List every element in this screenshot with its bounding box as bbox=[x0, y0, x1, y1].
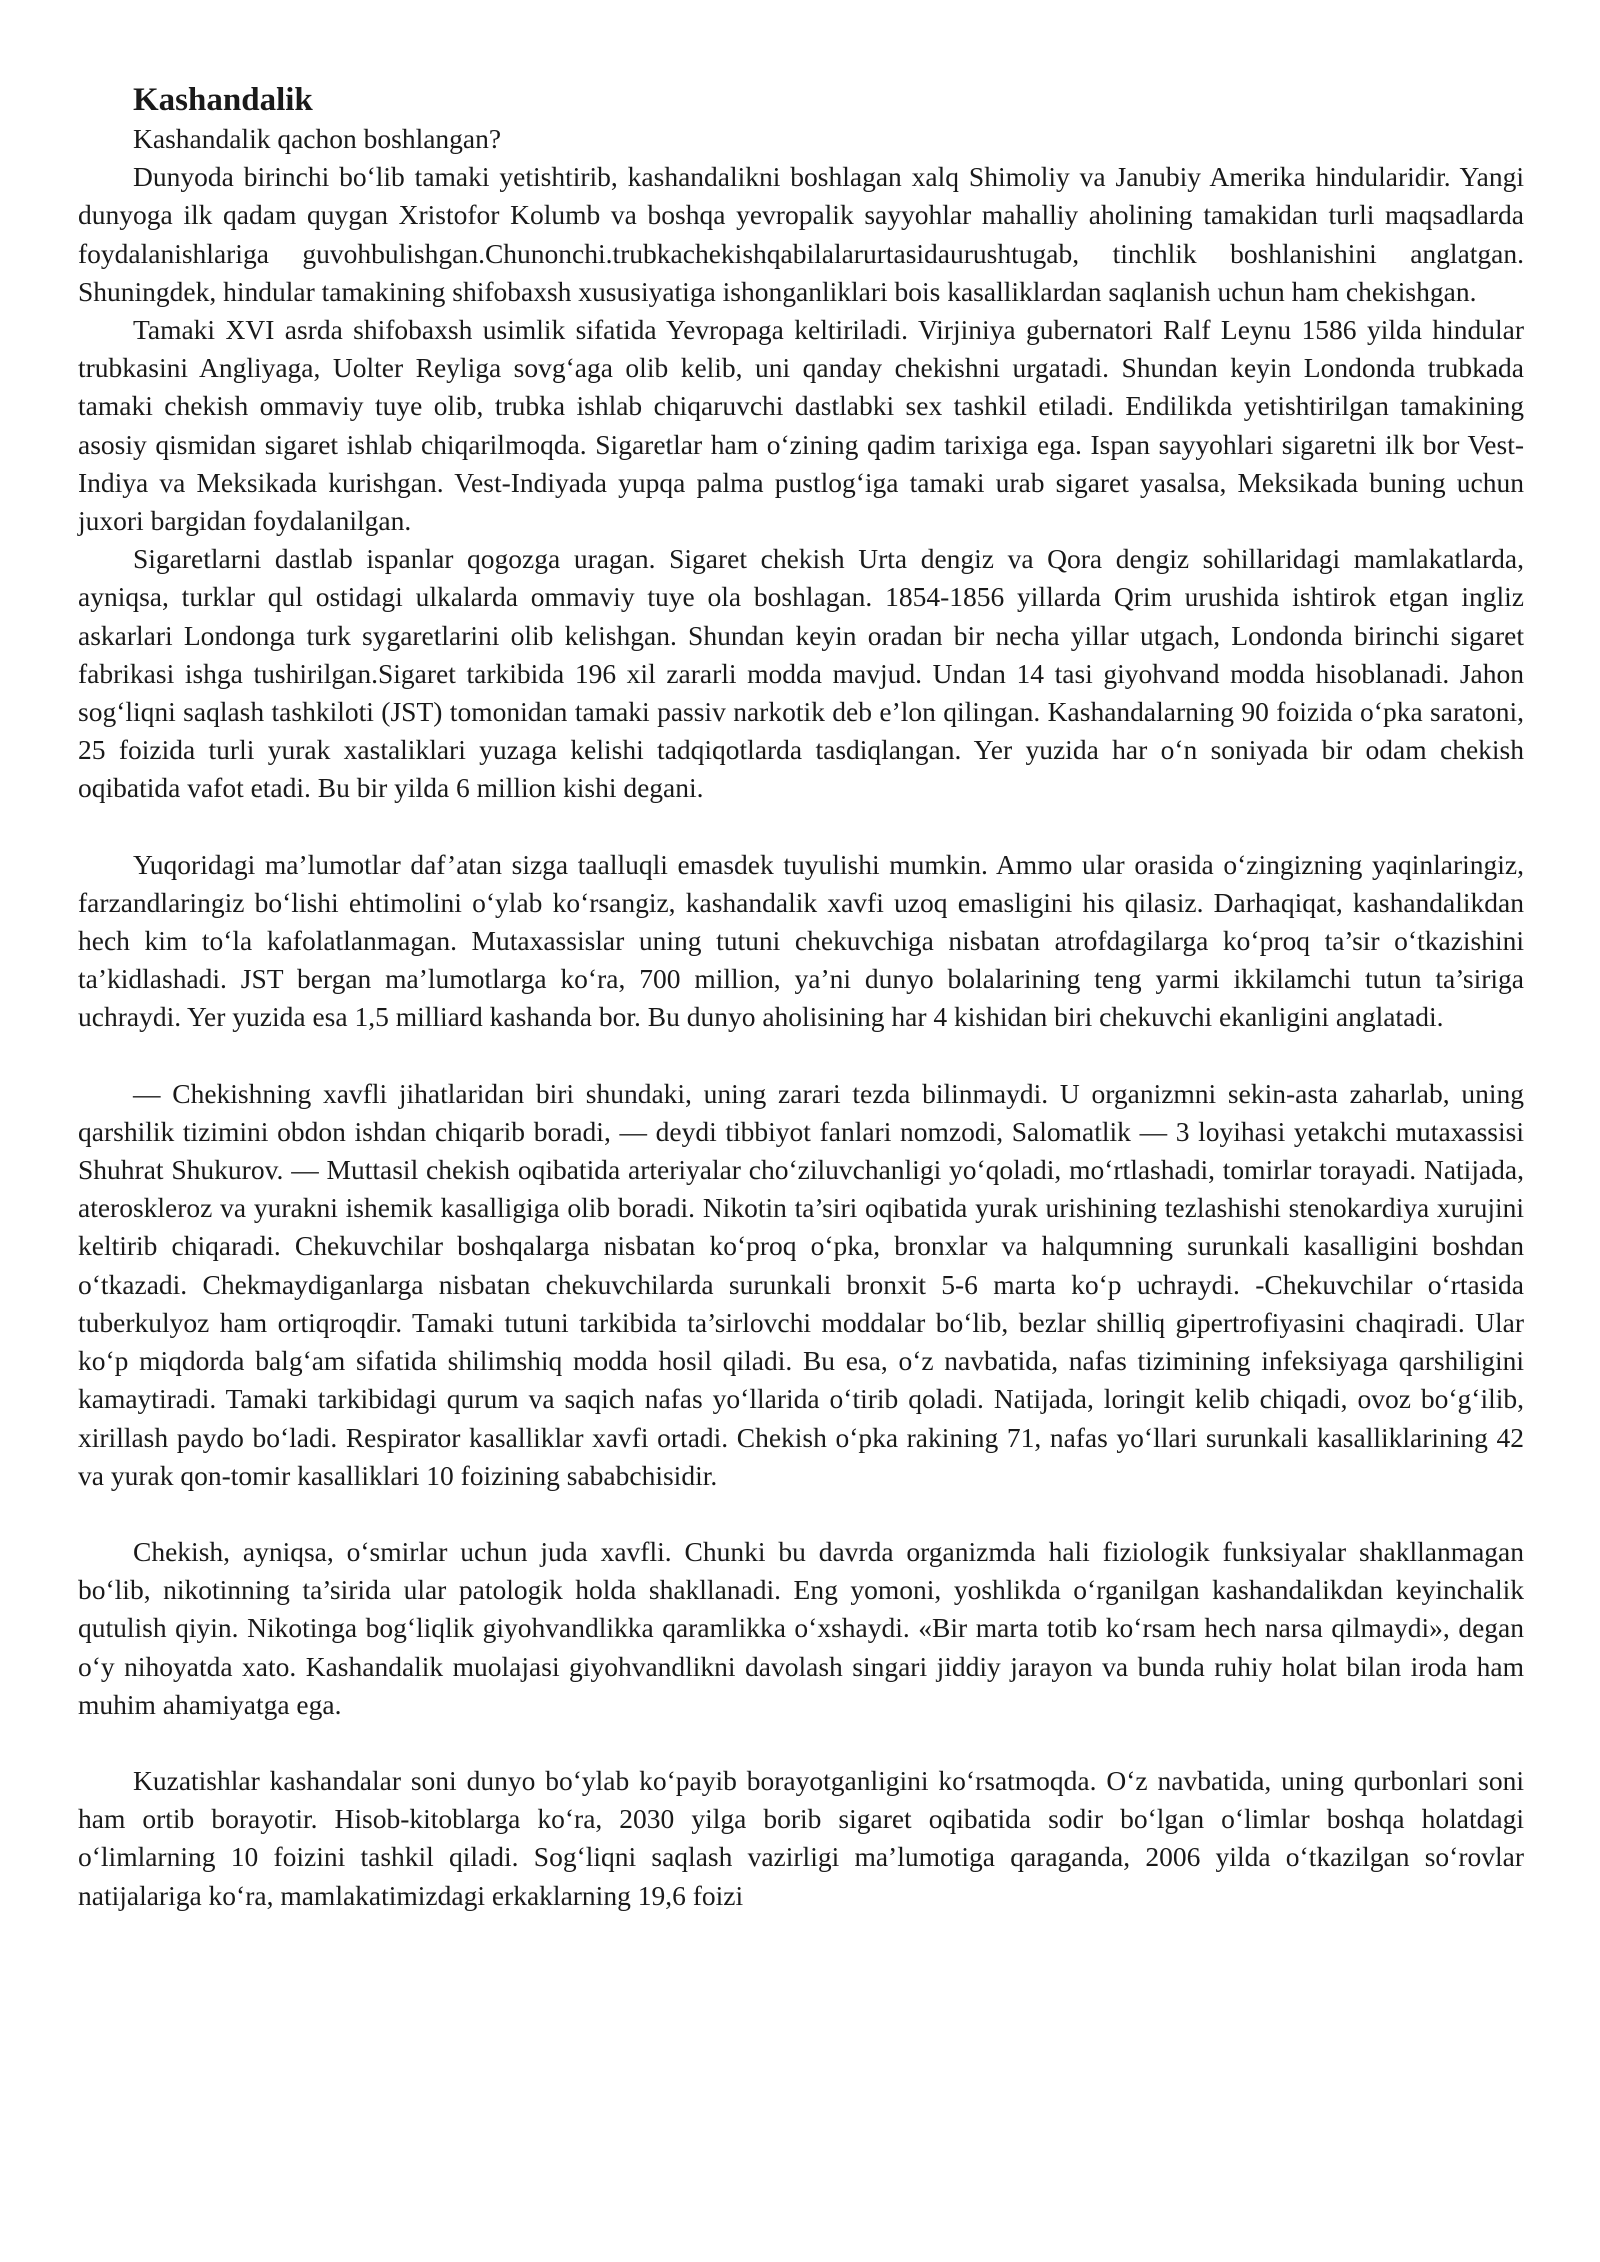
paragraph-expert-quote: — Chekishning xavfli jihatlaridan biri shundaki, uning zarari tezda bilinmaydi. U organizmni sekin-asta zaharlab, uning qarshilik tizimini obdon ishdan chiqarib boradi, — deydi tibbiyot fanlari nomzodi, Salomatlik — 3 loyihasi yetakchi mutaxassisi Shuhrat Shukurov. — Muttasil chekish oqibatida arteriyalar cho‘ziluvchanligi yo‘qoladi, mo‘rtlashadi, tomirlar torayadi. Natijada, ateroskleroz va yurakni ishemik kasalligiga olib boradi. Nikotin ta’siri oqibatida yurak urishining tezlashishi stenokardiya xurujini keltirib chiqaradi. Chekuvchilar boshqalarga nisbatan ko‘proq o‘pka, bronxlar va halqumning surunkali kasalligini boshdan o‘tkazadi. Chekmaydiganlarga nisbatan chekuvchilarda surunkali bronxit 5-6 marta ko‘p uchraydi. -Chekuvchilar o‘rtasida tuberkulyoz ham ortiqroqdir. Tamaki tutuni tarkibida ta’sirlovchi moddalar bo‘lib, bezlar shilliq gipertrofiyasini chaqiradi. Ular ko‘p miqdorda balg‘am sifatida shilimshiq modda hosil qiladi. Bu esa, o‘z navbatida, nafas tizimining infeksiyaga qarshiligini kamaytiradi. Tamaki tarkibidagi qurum va saqich nafas yo‘llarida o‘tirib qoladi. Natijada, loringit kelib chiqadi, ovoz bo‘g‘ilib, xirillash paydo bo‘ladi. Respirator kasalliklar xavfi ortadi. Chekish o‘pka rakining 71, nafas yo‘llari surunkali kasalliklarining 42 va yurak qon-tomir kasalliklari 10 foizining sababchisidir. bbox=[78, 1077, 1524, 1491]
document-title: Kashandalik bbox=[133, 82, 313, 118]
paragraph-teenagers: Chekish, ayniqsa, o‘smirlar uchun juda xavfli. Chunki bu davrda organizmda hali fiziologik funksiyalar shakllanmagan bo‘lib, nikotinning ta’sirida ular patologik holda shakllanadi. Eng yomoni, yoshlikda o‘rganilgan kashandalikdan keyinchalik qutulish qiyin. Nikotinga bog‘liqlik giyohvandlikka qaramlikka o‘xshaydi. «Bir marta totib ko‘rsam hech narsa qilmaydi», degan o‘y nihoyatda xato. Kashandalik muolajasi giyohvandlikni davolash singari jiddiy jarayon va bunda ruhiy holat bilan iroda ham muhim ahamiyatga ega. bbox=[78, 1535, 1524, 1720]
paragraph-passive-smoking: Yuqoridagi ma’lumotlar daf’atan sizga taalluqli emasdek tuyulishi mumkin. Ammo ular orasida o‘zingizning yaqinlaringiz, farzandlaringiz bo‘lishi ehtimolini o‘ylab ko‘rsangiz, kashandalik xavfi uzoq emasligini his qilasiz. Darhaqiqat, kashandalikdan hech kim to‘la kafolatlanmagan. Mutaxassislar uning tutuni chekuvchiga nisbatan atrofdagilarga ko‘proq ta’sir o‘tkazishini ta’kidlashadi. JST bergan ma’lumotlarga ko‘ra, 700 million, ya’ni dunyo bolalarining teng yarmi ikkilamchi tutun ta’siriga uchraydi. Yer yuzida esa 1,5 milliard kashanda bor. Bu dunyo aholisining har 4 kishidan biri chekuvchi ekanligini anglatadi. bbox=[78, 848, 1524, 1033]
paragraph-europe-arrival: Tamaki XVI asrda shifobaxsh usimlik sifatida Yevropaga keltiriladi. Virjiniya gubernatori Ralf Leynu 1586 yilda hindular trubkasini Angliyaga, Uolter Reyliga sovg‘aga olib kelib, uni qanday chekishni urgatadi. Shundan keyin Londonda trubkada tamaki chekish ommaviy tuye olib, trubka ishlab chiqaruvchi dastlabki sex tashkil etiladi. Endilikda yetishtirilgan tamakining asosiy qismidan sigaret ishlab chiqarilmoqda. Sigaretlar ham o‘zining qadim tarixiga ega. Ispan sayyohlari sigaretni ilk bor Vest-Indiya va Meksikada kurishgan. Vest-Indiyada yupqa palma pustlog‘iga tamaki urab sigaret yasalsa, Meksikada buning uchun juxori bargidan foydalanilgan. bbox=[78, 314, 1524, 537]
paragraph-statistics: Kuzatishlar kashandalar soni dunyo bo‘ylab ko‘payib borayotganligini ko‘rsatmoqda. O‘z navbatida, uning qurbonlari soni ham ortib borayotir. Hisob-kitoblarga ko‘ra, 2030 yilga borib sigaret oqibatida sodir bo‘lgan o‘limlar boshqa holatdagi o‘limlarning 10 foizini tashkil qiladi. Sog‘liqni saqlash vazirligi ma’lumotiga qaraganda, 2006 yilda o‘tkazilgan so‘rovlar natijalariga ko‘ra, mamlakatimizdagi erkaklarning 19,6 foizi bbox=[78, 1764, 1524, 1911]
paragraph-history-americas: Dunyoda birinchi bo‘lib tamaki yetishtirib, kashandalikni boshlagan xalq Shimoliy va Janubiy Amerika hindularidir. Yangi dunyoga ilk qadam quygan Xristofor Kolumb va boshqa yevropalik sayyohlar mahalliy aholining tamakidan turli maqsadlarda foydalanishlariga guvohbulishgan.Chunonchi.trubkachekishqabilalarurtasidaurushtugab, tinchlik boshlanishini anglatgan. Shuningdek, hindular tamakining shifobaxsh xususiyatiga ishonganliklari bois kasalliklardan saqlanish uchun ham chekishgan. bbox=[78, 161, 1524, 307]
document-subtitle: Kashandalik qachon boshlangan? bbox=[133, 123, 502, 154]
paragraph-cigarettes-spread: Sigaretlarni dastlab ispanlar qogozga uragan. Sigaret chekish Urta dengiz va Qora dengiz sohillaridagi mamlakatlarda, ayniqsa, turklar qul ostidagi ulkalarda ommaviy tuye ola boshlagan. 1854-1856 yillarda Qrim urushida ishtirok etgan ingliz askarlari Londonga turk sygaretlarini olib kelishgan. Shundan keyin oradan bir necha yillar utgach, Londonda birinchi sigaret fabrikasi ishga tushirilgan.Sigaret tarkibida 196 xil zararli modda mavjud. Undan 14 tasi giyohvand modda hisoblanadi. Jahon sog‘liqni saqlash tashkiloti (JST) tomonidan tamaki passiv narkotik deb e’lon qilingan. Kashandalarning 90 foizida o‘pka saratoni, 25 foizida turli yurak xastaliklari yuzaga kelishi tadqiqotlarda tasdiqlangan. Yer yuzida har o‘n soniyada bir odam chekish oqibatida vafot etadi. Bu bir yilda 6 million kishi degani. bbox=[78, 543, 1524, 804]
document-page bbox=[78, 70, 1524, 1915]
